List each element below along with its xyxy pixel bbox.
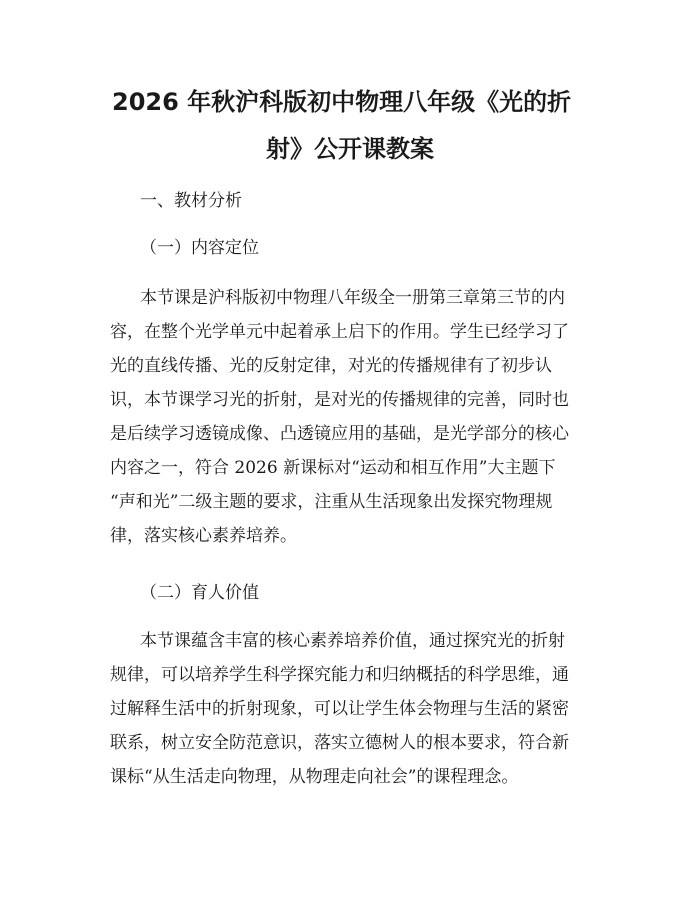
paragraph-line: “声和光”二级主题的要求，注重从生活现象出发探究物理规	[110, 492, 553, 512]
paragraph-line: 过解释生活中的折射现象，可以让学生体会物理与生活的紧密	[110, 699, 569, 719]
paragraph-line: 律，落实核心素养培养。	[110, 526, 297, 546]
paragraph-line: 容，在整个光学单元中起着承上启下的作用。学生已经学习了	[110, 322, 569, 342]
paragraph-line: 本节课蕴含丰富的核心素养培养价值，通过探究光的折射	[140, 631, 565, 651]
paragraph-line: 规律，可以培养学生科学探究能力和归纳概括的科学思维，通	[110, 665, 569, 685]
subsection-heading-content-positioning: （一）内容定位	[140, 238, 259, 258]
paragraph-line: 光的直线传播、光的反射定律，对光的传播规律有了初步认	[110, 356, 552, 376]
paragraph-line: 本节课是沪科版初中物理八年级全一册第三章第三节的内	[140, 288, 565, 308]
subsection-heading-educational-value: （二）育人价值	[140, 583, 259, 603]
document-title-line-2: 射》公开课教案	[266, 135, 434, 163]
paragraph-line: 联系，树立安全防范意识，落实立德树人的根本要求，符合新	[110, 733, 569, 753]
paragraph-line: 识，本节课学习光的折射，是对光的传播规律的完善，同时也	[110, 390, 569, 410]
document-title-line-1: 2026 年秋沪科版初中物理八年级《光的折	[112, 88, 572, 116]
paragraph-line: 内容之一，符合 2026 新课标对“运动和相互作用”大主题下	[110, 458, 556, 478]
paragraph-line: 课标“从生活走向物理，从物理走向社会”的课程理念。	[110, 767, 519, 787]
section-heading: 一、教材分析	[140, 191, 242, 211]
paragraph-line: 是后续学习透镜成像、凸透镜应用的基础，是光学部分的核心	[110, 424, 569, 444]
